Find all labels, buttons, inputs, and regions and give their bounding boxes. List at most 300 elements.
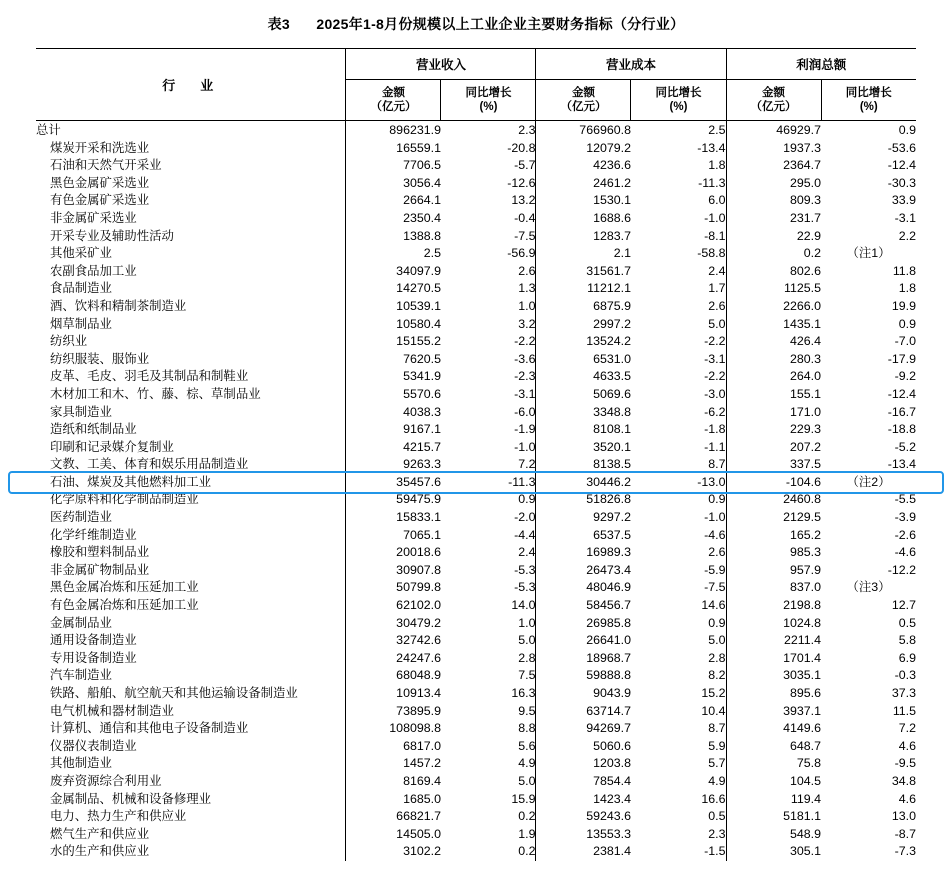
row-profit-amount: 337.5 xyxy=(726,456,821,474)
table-row xyxy=(36,650,916,668)
row-cost-amount: 12079.2 xyxy=(536,140,631,158)
row-industry-name xyxy=(36,808,346,826)
row-cost-growth: 15.2 xyxy=(701,686,726,700)
header-revenue-amount-unit: （亿元） xyxy=(370,101,417,113)
row-industry-label: 铁路、船舶、航空航天和其他运输设备制造业 xyxy=(49,686,298,700)
row-revenue-growth: -5.7 xyxy=(514,158,536,173)
row-profit-amount: 1701.4 xyxy=(726,650,821,668)
row-industry-label: 电气机械和器材制造业 xyxy=(49,703,174,718)
row-profit-growth: 0.5 xyxy=(898,615,917,630)
row-profit-amount: 3937.1 xyxy=(726,703,821,721)
row-profit-amount: 264.0 xyxy=(726,368,821,386)
row-cost-amount: 1423.4 xyxy=(536,791,631,809)
row-cost-amount: 5069.6 xyxy=(536,386,631,404)
row-industry-name xyxy=(36,791,346,809)
row-revenue-growth: -6.0 xyxy=(514,404,536,419)
row-profit-growth: -30.3 xyxy=(887,175,917,190)
row-industry-name xyxy=(36,298,346,316)
row-cost-amount: 58456.7 xyxy=(536,597,631,615)
row-revenue-growth: -1.9 xyxy=(514,422,536,437)
row-revenue-amount: 9263.3 xyxy=(346,456,441,474)
row-industry-name xyxy=(36,579,346,597)
row-cost-growth: 5.0 xyxy=(708,316,726,331)
header-revenue-growth xyxy=(441,80,536,121)
row-cost-amount: 3520.1 xyxy=(536,439,631,457)
row-profit-amount: 5181.1 xyxy=(726,808,821,826)
row-industry-name xyxy=(36,632,346,650)
row-profit-growth: -9.5 xyxy=(894,756,917,771)
header-group-profit xyxy=(726,49,916,80)
row-revenue-amount: 32742.6 xyxy=(346,632,441,650)
row-profit-growth: 0.9 xyxy=(898,316,917,331)
row-profit-amount: 648.7 xyxy=(726,738,821,756)
row-revenue-amount: 10913.4 xyxy=(346,685,441,703)
row-profit-growth: -12.4 xyxy=(887,386,917,401)
row-profit-growth: 37.3 xyxy=(891,686,917,700)
table-row xyxy=(36,738,916,756)
table-row xyxy=(36,685,916,703)
table-row xyxy=(36,791,916,809)
row-revenue-growth: 0.2 xyxy=(518,844,536,859)
row-revenue-amount: 15155.2 xyxy=(346,333,441,351)
row-industry-name xyxy=(36,421,346,439)
row-profit-growth: 12.7 xyxy=(891,598,917,613)
row-revenue-amount: 9167.1 xyxy=(346,421,441,439)
row-industry-name xyxy=(36,192,346,210)
row-revenue-growth: -3.6 xyxy=(514,351,536,366)
header-group-cost xyxy=(536,49,726,80)
row-cost-amount: 26641.0 xyxy=(536,632,631,650)
row-profit-growth: 33.9 xyxy=(891,193,917,208)
row-profit-amount: 809.3 xyxy=(726,192,821,210)
row-industry-label: 非金属矿物制品业 xyxy=(49,562,150,577)
header-profit-growth xyxy=(821,80,916,121)
table-row xyxy=(36,333,916,351)
table-row xyxy=(36,773,916,791)
row-profit-growth: -12.4 xyxy=(887,158,917,173)
table-row xyxy=(36,544,916,562)
row-industry-name xyxy=(36,562,346,580)
row-profit-amount: 895.6 xyxy=(726,685,821,703)
table-row xyxy=(36,579,916,597)
row-cost-amount: 13524.2 xyxy=(536,333,631,351)
row-revenue-amount: 4215.7 xyxy=(346,439,441,457)
row-cost-growth: 4.9 xyxy=(708,773,726,788)
row-revenue-growth: -56.9 xyxy=(507,246,536,261)
row-profit-amount: -104.6 xyxy=(726,474,821,492)
table-row xyxy=(36,597,916,615)
row-industry-name xyxy=(36,650,346,668)
row-revenue-amount: 8169.4 xyxy=(346,773,441,791)
row-industry-label: 计算机、通信和其他电子设备制造业 xyxy=(49,721,249,736)
row-revenue-amount: 7620.5 xyxy=(346,351,441,369)
row-profit-growth: -9.2 xyxy=(894,369,917,384)
row-industry-label: 专用设备制造业 xyxy=(49,650,137,665)
row-industry-name xyxy=(36,333,346,351)
row-cost-amount: 31561.7 xyxy=(536,263,631,281)
row-profit-growth: -7.3 xyxy=(894,844,917,859)
table-row xyxy=(36,228,916,246)
row-industry-name xyxy=(36,843,346,861)
table-row xyxy=(36,298,916,316)
row-industry-name xyxy=(36,755,346,773)
row-profit-growth: 11.5 xyxy=(892,703,917,718)
row-industry-label: 燃气生产和供应业 xyxy=(49,826,150,841)
table-row xyxy=(36,509,916,527)
row-revenue-growth: 2.8 xyxy=(518,650,536,665)
row-cost-amount: 11212.1 xyxy=(536,280,631,298)
row-revenue-amount: 24247.6 xyxy=(346,650,441,668)
row-profit-growth: -3.1 xyxy=(894,210,917,225)
row-cost-amount: 18968.7 xyxy=(536,650,631,668)
row-profit-growth: 0.9 xyxy=(898,123,917,137)
row-cost-amount: 48046.9 xyxy=(536,579,631,597)
table-row xyxy=(36,404,916,422)
header-cost-growth-unit: (%) xyxy=(669,101,688,113)
row-revenue-amount: 7706.5 xyxy=(346,157,441,175)
row-cost-amount: 94269.7 xyxy=(536,720,631,738)
row-revenue-amount: 3102.2 xyxy=(346,843,441,861)
row-industry-label: 木材加工和木、竹、藤、棕、草制品业 xyxy=(49,386,261,401)
row-revenue-growth: 13.2 xyxy=(511,193,536,208)
row-industry-name xyxy=(36,720,346,738)
row-profit-growth: -7.0 xyxy=(894,334,917,349)
row-cost-amount: 9043.9 xyxy=(536,685,631,703)
row-revenue-growth: 2.4 xyxy=(518,545,536,560)
row-cost-amount: 2.1 xyxy=(536,245,631,263)
row-industry-label: 总计 xyxy=(35,123,61,137)
row-revenue-amount: 20018.6 xyxy=(346,544,441,562)
row-industry-name xyxy=(36,826,346,844)
row-revenue-growth: 1.0 xyxy=(518,615,536,630)
row-profit-amount: 1435.1 xyxy=(726,316,821,334)
row-profit-growth: 4.6 xyxy=(898,791,917,806)
row-revenue-growth: -2.3 xyxy=(514,369,536,384)
row-cost-growth: 2.6 xyxy=(708,298,726,313)
row-revenue-growth: -3.1 xyxy=(514,386,536,401)
row-revenue-amount: 10539.1 xyxy=(346,298,441,316)
row-cost-growth: 2.6 xyxy=(708,545,726,560)
row-revenue-growth: 14.0 xyxy=(511,598,536,613)
row-cost-amount: 4236.6 xyxy=(536,157,631,175)
row-profit-amount: 46929.7 xyxy=(726,121,821,140)
row-profit-amount: 802.6 xyxy=(726,263,821,281)
row-profit-amount: 1125.5 xyxy=(726,280,821,298)
row-cost-growth: 2.5 xyxy=(708,123,726,137)
row-industry-label: 造纸和纸制品业 xyxy=(49,422,137,437)
row-revenue-growth: 0.2 xyxy=(518,809,536,824)
row-revenue-amount: 59475.9 xyxy=(346,491,441,509)
row-revenue-amount: 896231.9 xyxy=(346,121,441,140)
row-revenue-amount: 14505.0 xyxy=(346,826,441,844)
row-revenue-amount: 50799.8 xyxy=(346,579,441,597)
page-title xyxy=(0,0,952,48)
table-row xyxy=(36,245,916,263)
row-profit-growth: 1.8 xyxy=(898,281,917,296)
row-cost-amount: 63714.7 xyxy=(536,703,631,721)
row-profit-amount: 2266.0 xyxy=(726,298,821,316)
row-revenue-growth: -5.3 xyxy=(514,562,536,577)
row-profit-growth: 34.8 xyxy=(891,773,917,788)
row-revenue-growth: 2.3 xyxy=(518,123,536,137)
row-industry-label: 印刷和记录媒介复制业 xyxy=(49,439,174,454)
header-cost-amount xyxy=(536,80,631,121)
row-cost-growth: 0.9 xyxy=(708,615,726,630)
table-row xyxy=(36,491,916,509)
row-industry-label: 非金属矿采选业 xyxy=(49,210,137,225)
row-revenue-amount: 35457.6 xyxy=(346,474,441,492)
row-industry-label: 通用设备制造业 xyxy=(49,633,137,648)
header-revenue-amount xyxy=(346,80,441,121)
row-cost-amount: 16989.3 xyxy=(536,544,631,562)
row-cost-growth: 2.3 xyxy=(708,826,726,841)
row-cost-amount: 1530.1 xyxy=(536,192,631,210)
row-cost-growth: 10.4 xyxy=(701,703,726,718)
row-cost-growth: 5.9 xyxy=(708,738,726,753)
row-cost-amount: 5060.6 xyxy=(536,738,631,756)
row-cost-growth: -13.4 xyxy=(697,140,726,155)
row-industry-name xyxy=(36,316,346,334)
row-cost-amount: 30446.2 xyxy=(536,474,631,492)
table-row xyxy=(36,175,916,193)
row-cost-amount: 4633.5 xyxy=(536,368,631,386)
row-revenue-growth: 2.6 xyxy=(518,263,536,278)
row-revenue-growth: 15.9 xyxy=(511,791,536,806)
row-revenue-amount: 62102.0 xyxy=(346,597,441,615)
row-cost-growth: -1.5 xyxy=(704,844,726,859)
row-cost-amount: 7854.4 xyxy=(536,773,631,791)
row-profit-growth: -17.9 xyxy=(887,351,917,366)
table-row xyxy=(36,192,916,210)
row-revenue-amount: 5570.6 xyxy=(346,386,441,404)
row-revenue-amount: 1388.8 xyxy=(346,228,441,246)
row-revenue-amount: 30479.2 xyxy=(346,615,441,633)
row-industry-label: 食品制造业 xyxy=(49,281,112,296)
row-revenue-growth: 7.2 xyxy=(518,457,536,472)
row-cost-growth: 5.0 xyxy=(708,633,726,648)
row-profit-amount: 104.5 xyxy=(726,773,821,791)
row-revenue-amount: 3056.4 xyxy=(346,175,441,193)
header-cost-amount-unit: （亿元） xyxy=(560,101,607,113)
table-row xyxy=(36,121,916,140)
row-revenue-growth: 3.2 xyxy=(518,316,536,331)
table-row xyxy=(36,527,916,545)
row-profit-amount: 2364.7 xyxy=(726,157,821,175)
row-cost-growth: 16.6 xyxy=(701,791,726,806)
row-revenue-amount: 10580.4 xyxy=(346,316,441,334)
row-industry-label: 纺织业 xyxy=(49,334,88,349)
row-profit-amount: 119.4 xyxy=(726,791,821,809)
row-industry-name xyxy=(36,245,346,263)
row-industry-name xyxy=(36,685,346,703)
row-industry-name xyxy=(36,615,346,633)
row-profit-growth: 13.0 xyxy=(891,809,917,824)
row-cost-amount: 59888.8 xyxy=(536,667,631,685)
row-industry-label: 仪器仪表制造业 xyxy=(49,738,137,753)
row-industry-label: 文教、工美、体育和娱乐用品制造业 xyxy=(49,457,249,472)
row-industry-label: 有色金属矿采选业 xyxy=(49,193,150,208)
row-profit-amount: 229.3 xyxy=(726,421,821,439)
row-revenue-growth: 0.9 xyxy=(518,492,536,507)
row-cost-growth: 2.4 xyxy=(708,263,726,278)
row-profit-amount: 207.2 xyxy=(726,439,821,457)
row-revenue-growth: -2.0 xyxy=(514,510,536,525)
row-industry-label: 纺织服装、服饰业 xyxy=(49,351,150,366)
row-revenue-growth: 4.9 xyxy=(518,756,536,771)
table-row xyxy=(36,280,916,298)
row-revenue-amount: 1457.2 xyxy=(346,755,441,773)
row-cost-amount: 26473.4 xyxy=(536,562,631,580)
table-row xyxy=(36,351,916,369)
header-revenue-growth-unit: (%) xyxy=(479,101,498,113)
row-profit-growth: 5.8 xyxy=(898,633,917,648)
row-revenue-growth: 7.5 xyxy=(518,668,536,683)
row-revenue-amount: 14270.5 xyxy=(346,280,441,298)
row-industry-name xyxy=(36,386,346,404)
row-industry-label: 橡胶和塑料制品业 xyxy=(49,545,150,560)
header-cost-growth xyxy=(631,80,726,121)
row-profit-growth: 19.9 xyxy=(891,298,917,313)
row-industry-name xyxy=(36,175,346,193)
row-revenue-amount: 2350.4 xyxy=(346,210,441,228)
row-cost-growth: 8.2 xyxy=(708,668,726,683)
row-profit-amount: 2129.5 xyxy=(726,509,821,527)
row-revenue-amount: 16559.1 xyxy=(346,140,441,158)
row-cost-amount: 1283.7 xyxy=(536,228,631,246)
row-revenue-amount: 68048.9 xyxy=(346,667,441,685)
header-group-cost-label: 营业成本 xyxy=(605,58,656,72)
row-cost-growth: -7.5 xyxy=(704,580,726,595)
row-industry-label: 黑色金属冶炼和压延加工业 xyxy=(49,580,199,595)
row-cost-growth: -4.6 xyxy=(704,527,726,542)
row-industry-label: 其他采矿业 xyxy=(49,246,112,261)
row-revenue-amount: 6817.0 xyxy=(346,738,441,756)
row-profit-growth: （注1） xyxy=(846,246,891,261)
row-industry-label: 烟草制品业 xyxy=(49,316,112,331)
header-profit-growth-unit: (%) xyxy=(859,101,878,113)
row-profit-growth: 6.9 xyxy=(898,650,917,665)
row-revenue-amount: 7065.1 xyxy=(346,527,441,545)
row-revenue-growth: -11.3 xyxy=(508,474,536,489)
row-profit-growth: -53.6 xyxy=(887,140,917,155)
row-industry-name xyxy=(36,140,346,158)
row-revenue-amount: 4038.3 xyxy=(346,404,441,422)
row-industry-label: 家具制造业 xyxy=(49,404,112,419)
row-cost-amount: 8138.5 xyxy=(536,456,631,474)
row-revenue-amount: 34097.9 xyxy=(346,263,441,281)
row-cost-growth: -2.2 xyxy=(704,334,726,349)
row-industry-name xyxy=(36,439,346,457)
row-industry-label: 有色金属冶炼和压延加工业 xyxy=(49,598,199,613)
row-profit-amount: 548.9 xyxy=(726,826,821,844)
row-cost-growth: 5.7 xyxy=(708,756,726,771)
row-revenue-growth: 5.6 xyxy=(518,738,536,753)
row-industry-name xyxy=(36,157,346,175)
row-revenue-growth: -5.3 xyxy=(514,580,536,595)
row-profit-amount: 155.1 xyxy=(726,386,821,404)
row-industry-label: 酒、饮料和精制茶制造业 xyxy=(49,298,187,313)
table-row xyxy=(36,263,916,281)
row-profit-amount: 231.7 xyxy=(726,210,821,228)
row-cost-growth: -1.0 xyxy=(704,510,726,525)
row-revenue-growth: 1.9 xyxy=(518,826,536,841)
header-profit-growth-label: 同比增长 xyxy=(845,87,892,99)
row-profit-growth: -4.6 xyxy=(894,545,917,560)
table-header xyxy=(36,49,916,121)
row-profit-amount: 305.1 xyxy=(726,843,821,861)
row-profit-amount: 0.2 xyxy=(726,245,821,263)
row-industry-name xyxy=(36,491,346,509)
row-revenue-amount: 30907.8 xyxy=(346,562,441,580)
row-cost-amount: 1688.6 xyxy=(536,210,631,228)
row-revenue-amount: 1685.0 xyxy=(346,791,441,809)
table-row xyxy=(36,720,916,738)
header-cost-growth-label: 同比增长 xyxy=(655,87,702,99)
row-profit-amount: 171.0 xyxy=(726,404,821,422)
row-revenue-growth: -12.6 xyxy=(507,175,536,190)
table-row xyxy=(36,157,916,175)
row-revenue-growth: 5.0 xyxy=(518,633,536,648)
row-industry-label: 汽车制造业 xyxy=(49,668,112,683)
row-revenue-growth: -20.8 xyxy=(507,140,536,155)
row-industry-label: 医药制造业 xyxy=(49,510,112,525)
row-revenue-amount: 66821.7 xyxy=(346,808,441,826)
row-revenue-growth: -0.4 xyxy=(514,210,536,225)
row-profit-growth: -5.2 xyxy=(894,439,917,454)
row-profit-growth: -2.6 xyxy=(894,527,917,542)
table-row xyxy=(36,562,916,580)
row-profit-amount: 957.9 xyxy=(726,562,821,580)
row-profit-growth: -3.9 xyxy=(894,510,917,525)
row-cost-growth: 0.9 xyxy=(708,492,726,507)
row-profit-amount: 75.8 xyxy=(726,755,821,773)
header-group-revenue-label: 营业收入 xyxy=(415,58,466,72)
table-label: 表3 xyxy=(267,16,290,32)
row-cost-growth: 1.8 xyxy=(708,158,726,173)
row-revenue-growth: 1.0 xyxy=(518,298,536,313)
row-profit-growth: -13.4 xyxy=(887,457,917,472)
row-cost-amount: 2381.4 xyxy=(536,843,631,861)
table-row xyxy=(36,615,916,633)
row-cost-growth: -1.8 xyxy=(704,422,726,437)
row-industry-name xyxy=(36,368,346,386)
row-industry-name xyxy=(36,738,346,756)
row-cost-amount: 26985.8 xyxy=(536,615,631,633)
row-cost-growth: -3.1 xyxy=(704,351,726,366)
table-row xyxy=(36,386,916,404)
row-profit-amount: 295.0 xyxy=(726,175,821,193)
row-cost-growth: 14.6 xyxy=(701,598,726,613)
row-industry-label: 煤炭开采和洗选业 xyxy=(49,140,150,155)
row-cost-amount: 1203.8 xyxy=(536,755,631,773)
table-row xyxy=(36,474,916,492)
row-profit-growth: -8.7 xyxy=(894,826,917,841)
header-revenue-amount-label: 金额 xyxy=(381,87,405,99)
row-profit-amount: 165.2 xyxy=(726,527,821,545)
header-group-profit-label: 利润总额 xyxy=(796,58,847,72)
row-industry-label: 黑色金属矿采选业 xyxy=(49,175,150,190)
row-cost-growth: 0.5 xyxy=(708,809,726,824)
row-cost-amount: 8108.1 xyxy=(536,421,631,439)
row-revenue-amount: 73895.9 xyxy=(346,703,441,721)
row-industry-name xyxy=(36,544,346,562)
row-industry-name xyxy=(36,228,346,246)
row-revenue-growth: 9.5 xyxy=(518,703,536,718)
row-cost-amount: 6537.5 xyxy=(536,527,631,545)
row-industry-name xyxy=(36,773,346,791)
table-row xyxy=(36,456,916,474)
row-profit-growth: -5.5 xyxy=(894,492,917,507)
